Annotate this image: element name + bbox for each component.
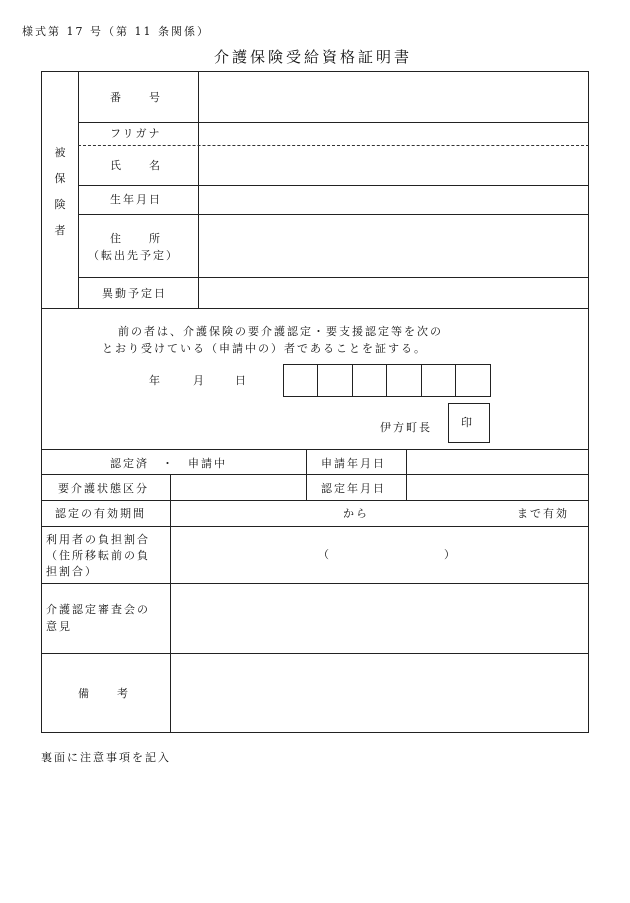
address-sublabel: （転出先予定） [88, 249, 179, 262]
burden-open-paren: （ [318, 548, 331, 561]
valid-period-field[interactable] [171, 501, 588, 526]
name-label: 氏 名 [110, 159, 162, 172]
birth-date-field[interactable] [199, 186, 588, 214]
mayor-label: 伊方町長 [380, 421, 432, 434]
burden-label-line3: 担割合） [46, 565, 98, 578]
form-number: 様式第 17 号（第 11 条関係） [22, 25, 210, 38]
application-date-label: 申請年月日 [321, 457, 386, 470]
code-box-3[interactable] [353, 365, 386, 396]
footer-note: 裏面に注意事項を記入 [41, 751, 171, 764]
insured-side-label [53, 140, 67, 244]
side-char: 者 [54, 224, 66, 237]
valid-from-text: から [343, 507, 369, 520]
move-date-label: 異動予定日 [102, 287, 167, 300]
code-box-4[interactable] [387, 365, 421, 396]
date-year-label: 年 [149, 374, 162, 387]
application-date-field[interactable] [407, 450, 588, 474]
burden-label-line1: 利用者の負担割合 [46, 533, 150, 546]
valid-until-text: まで有効 [517, 507, 569, 520]
care-level-label: 要介護状態区分 [58, 482, 149, 495]
burden-ratio-field[interactable] [171, 527, 588, 583]
remarks-field[interactable] [171, 654, 588, 732]
remarks-label: 備 考 [78, 687, 130, 700]
burden-close-paren: ） [444, 548, 457, 561]
page-title: 介護保険受給資格証明書 [214, 48, 413, 66]
insured-side-divider [78, 71, 79, 308]
birth-date-label: 生年月日 [110, 193, 162, 206]
address-label: 住 所 [110, 232, 162, 245]
code-box-2[interactable] [318, 365, 352, 396]
name-field[interactable] [199, 146, 588, 185]
middle-column-divider [306, 449, 307, 500]
address-field[interactable] [199, 215, 588, 277]
certification-text-line2: とおり受けている（申請中の）者であることを証する。 [102, 342, 427, 355]
number-field[interactable] [199, 72, 588, 122]
furigana-field[interactable] [199, 123, 588, 145]
move-date-field[interactable] [199, 278, 588, 308]
seal-label: 印 [461, 416, 474, 429]
certification-date-label: 認定年月日 [321, 482, 386, 495]
date-day-label: 日 [235, 374, 248, 387]
furigana-label: フリガナ [110, 127, 162, 140]
code-box-6[interactable] [456, 365, 490, 396]
status-toggle[interactable]: 認定済 ・ 申請中 [110, 457, 227, 470]
side-char: 保 [54, 172, 66, 185]
section-divider [41, 308, 589, 309]
side-char: 被 [54, 146, 66, 159]
review-board-opinion-field[interactable] [171, 584, 588, 653]
side-char: 険 [54, 198, 66, 211]
certification-text-line1: 前の者は、介護保険の要介護認定・要支援認定等を次の [118, 325, 443, 338]
care-level-field[interactable] [171, 475, 306, 500]
number-label: 番 号 [110, 91, 162, 104]
opinion-label-line2: 意見 [46, 620, 72, 633]
valid-period-label: 認定の有効期間 [55, 507, 146, 520]
opinion-label-line1: 介護認定審査会の [46, 603, 150, 616]
burden-label-line2: （住所移転前の負 [46, 549, 150, 562]
code-box-1[interactable] [284, 365, 317, 396]
date-month-label: 月 [193, 374, 206, 387]
code-box-5[interactable] [422, 365, 455, 396]
certification-date-field[interactable] [407, 475, 588, 500]
